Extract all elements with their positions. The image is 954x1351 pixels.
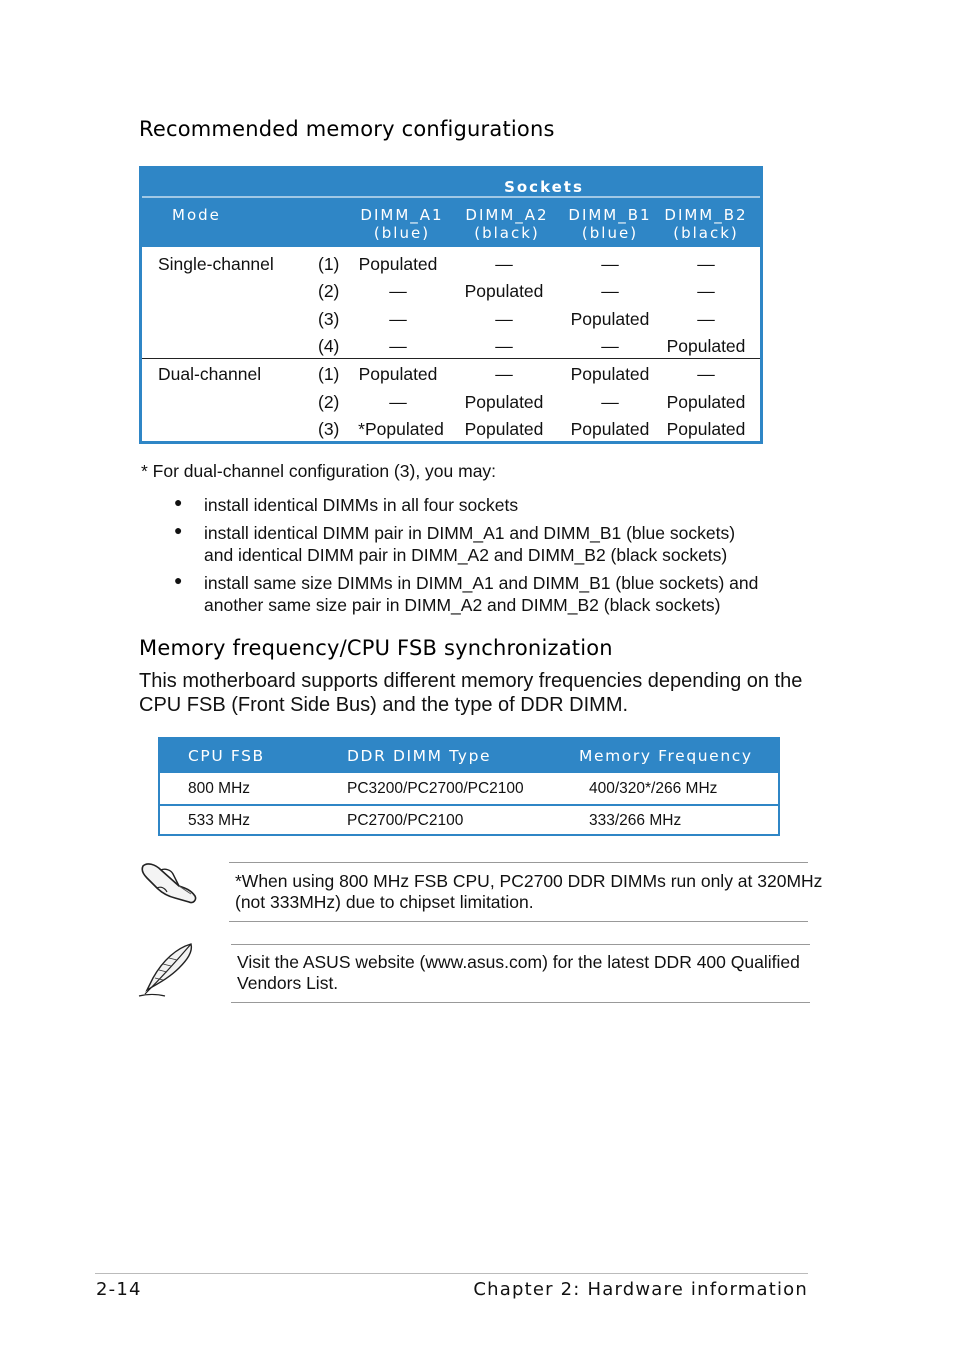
group-divider xyxy=(142,358,760,359)
bullet-item: install identical DIMM pair in DIMM_A1 and DIMM_B1 (blue sockets) and identical DIMM pair in DIMM_A2 and DIMM_B2 (black sockets) xyxy=(204,523,736,565)
table-header xyxy=(142,169,760,247)
table-header xyxy=(160,739,778,773)
footnote-intro: * For dual-channel configuration (3), you may: xyxy=(141,461,497,481)
column-header-dimm-b1: DIMM_B1 (blue) xyxy=(568,206,652,242)
bullet-item: install same size DIMMs in DIMM_A1 and DIMM_B1 (blue sockets) and another same size pair in DIMM_A2 and DIMM_B2 (black sockets) xyxy=(204,573,759,615)
footer-rule xyxy=(95,1273,808,1274)
note-divider xyxy=(229,921,808,922)
note-text: *When using 800 MHz FSB CPU, PC2700 DDR DIMMs run only at 320MHz (not 333MHz) due to chipset limitation. xyxy=(235,871,823,912)
single-channel-label: Single-channel xyxy=(158,254,274,274)
sockets-group-header: Sockets xyxy=(504,178,584,196)
bullet-dot: ● xyxy=(174,572,183,588)
page-number: 2-14 xyxy=(96,1279,142,1300)
bullet-dot: ● xyxy=(174,522,183,538)
row-divider xyxy=(160,804,778,806)
column-header-dimm-a2: DIMM_A2 (black) xyxy=(465,206,549,242)
hand-note-icon xyxy=(139,858,201,908)
dual-channel-label: Dual-channel xyxy=(158,364,262,384)
column-header-ddr-type: DDR DIMM Type xyxy=(347,747,492,765)
bullet-dot: ● xyxy=(174,494,183,510)
column-header-cpu-fsb: CPU FSB xyxy=(188,747,265,765)
memory-config-table: Sockets Mode DIMM_A1 (blue) DIMM_A2 (black) DIMM_B1 (blue) DIMM_B2 (black) Single-channel (1) Populated — — — (2) — Populated — — (3) — — Populated — (4) — — — Populated Dual-channel (1) Populated — Populated — (2) — Populated — Populated (3) *Populated Populated Populated Populated xyxy=(139,166,763,444)
section-paragraph: This motherboard supports different memory frequencies depending on the CPU FSB (Front Side Bus) and the type of DDR DIMM. xyxy=(139,670,803,716)
column-header-dimm-b2: DIMM_B2 (black) xyxy=(664,206,748,242)
note-divider xyxy=(231,1002,810,1003)
section-heading-memory-frequency: Memory frequency/CPU FSB synchronization xyxy=(139,636,613,660)
column-header-dimm-a1: DIMM_A1 (blue) xyxy=(360,206,444,242)
bullet-item: install identical DIMMs in all four sockets xyxy=(204,495,519,515)
note-divider xyxy=(231,944,810,945)
feather-pen-icon xyxy=(137,940,199,1000)
note-divider xyxy=(229,862,808,863)
note-text: Visit the ASUS website (www.asus.com) for the latest DDR 400 Qualified Vendors List. xyxy=(237,952,800,993)
chapter-title: Chapter 2: Hardware information xyxy=(473,1279,808,1300)
section-heading-memory-config: Recommended memory configurations xyxy=(139,117,555,141)
frequency-table: CPU FSB DDR DIMM Type Memory Frequency 800 MHz PC3200/PC2700/PC2100 400/320*/266 MHz 533 MHz PC2700/PC2100 333/266 MHz xyxy=(158,737,780,836)
mode-header: Mode xyxy=(172,206,221,224)
column-header-memory-frequency: Memory Frequency xyxy=(579,747,753,765)
